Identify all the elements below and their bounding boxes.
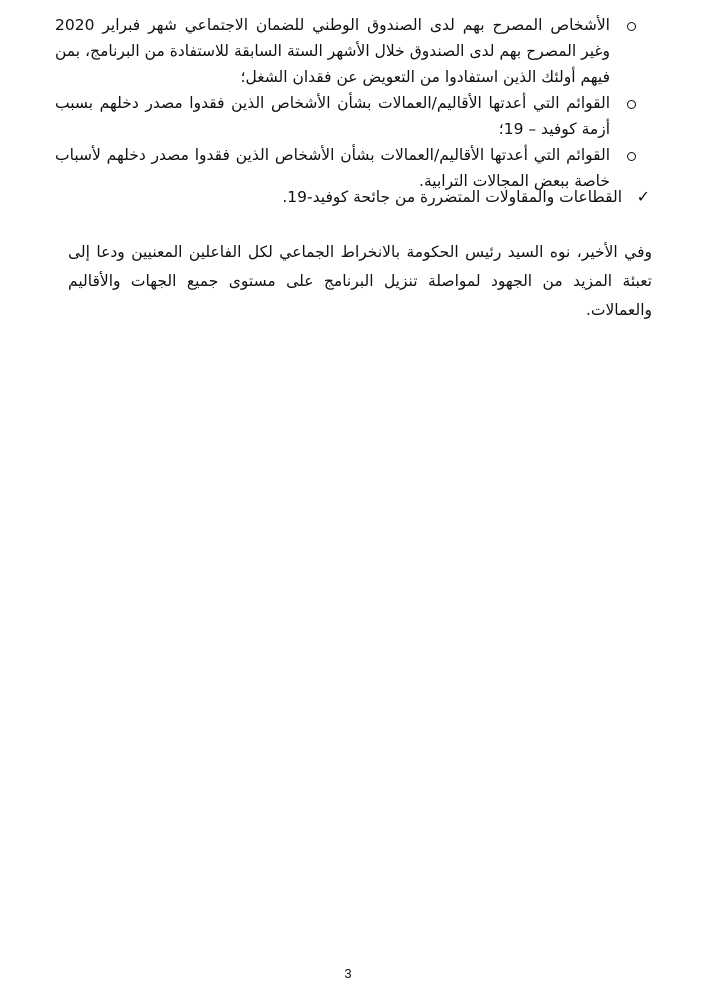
circle-bullet-icon	[627, 100, 636, 109]
circle-bullet-icon	[627, 22, 636, 31]
circle-bullet-icon	[627, 152, 636, 161]
list-item	[55, 90, 610, 142]
checkmark-icon: ✓	[636, 187, 650, 206]
page-number: 3	[344, 966, 352, 981]
list-item	[55, 12, 610, 90]
checkmark-list-item	[282, 184, 650, 210]
list-item-text: القوائم التي أعدتها الأقاليم/العمالات بشأن الأشخاص الذين فقدوا مصدر دخلهم بسبب أزمة كوفيد – 19؛	[55, 94, 610, 138]
criteria-list	[55, 12, 610, 194]
list-item-text: الأشخاص المصرح بهم لدى الصندوق الوطني للضمان الاجتماعي شهر فبراير 2020 وغير المصرح بهم لدى الصندوق خلال الأشهر الستة السابقة للاستفادة من البرنامج، بمن فيهم أولئك الذين استفادوا من التعويض عن فقدان الشغل؛	[55, 16, 610, 86]
checkmark-item-text: القطاعات والمقاولات المتضررة من جائحة كوفيد-19.	[282, 188, 622, 206]
list-item-text: القوائم التي أعدتها الأقاليم/العمالات بشأن الأشخاص الذين فقدوا مصدر دخلهم لأسباب خاصة ببعض المجالات الترابية.	[55, 146, 610, 190]
closing-paragraph: وفي الأخير، نوه السيد رئيس الحكومة بالانخراط الجماعي لكل الفاعلين المعنيين ودعا إلى تعبئة المزيد من الجهود لمواصلة تنزيل البرنامج على مستوى جميع الجهات والأقاليم والعمالات.	[68, 243, 652, 319]
